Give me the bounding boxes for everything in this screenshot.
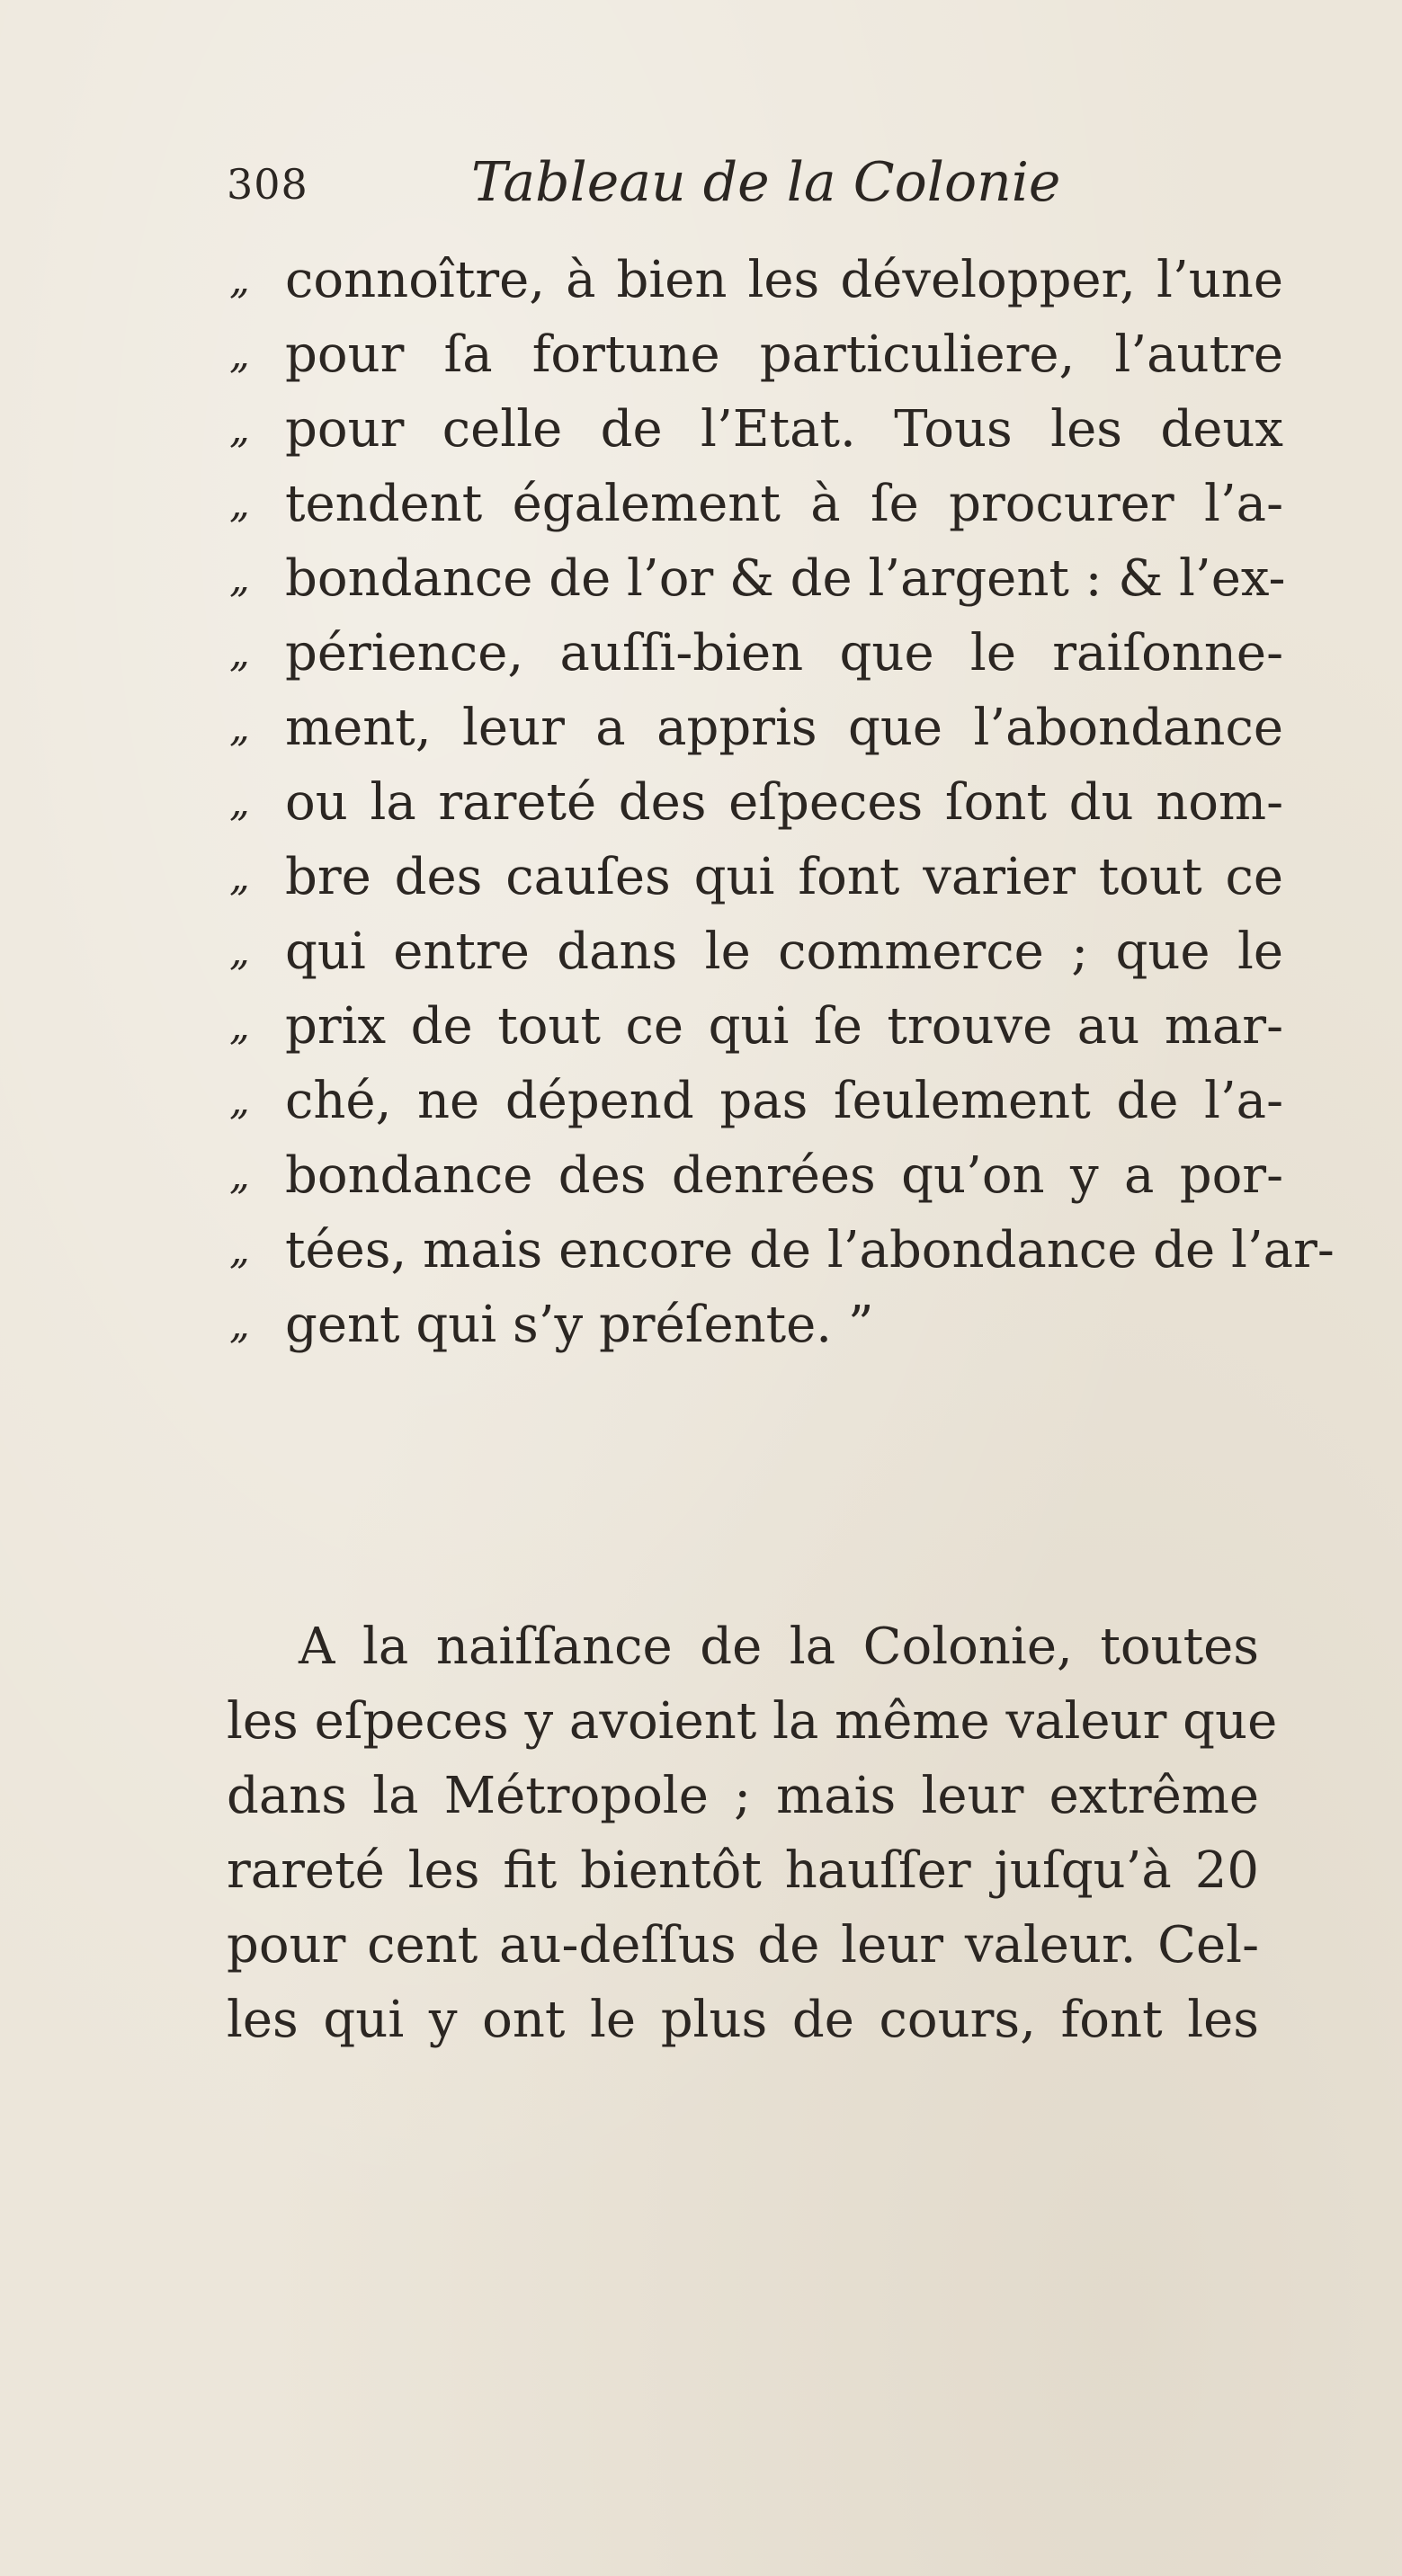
quote-line-text: ment, leur a appris que l’abondance bbox=[285, 699, 1283, 757]
quote-line-text: bondance des denrées qu’on y a por- bbox=[285, 1146, 1283, 1205]
paragraph-line: les qui y ont le plus de cours, font les bbox=[227, 1991, 1259, 2049]
paragraph-line: pour cent au-deſſus de leur valeur. Cel- bbox=[227, 1916, 1259, 1974]
quote-line-text: ché, ne dépend pas ſeulement de l’a- bbox=[285, 1072, 1283, 1130]
quote-line bbox=[229, 1064, 1290, 1138]
body-paragraph bbox=[227, 1609, 1278, 2057]
quote-line bbox=[229, 765, 1290, 840]
quote-line-text: prix de tout ce qui ſe trouve au mar- bbox=[285, 997, 1283, 1056]
quote-mark: „ bbox=[229, 556, 250, 602]
quote-line-text: pour ſa fortune particuliere, l’autre bbox=[285, 325, 1283, 384]
quoted-passage bbox=[229, 243, 1335, 1362]
quote-mark: „ bbox=[229, 1078, 250, 1124]
quote-line bbox=[229, 541, 1290, 616]
quote-mark: „ bbox=[229, 332, 250, 378]
quote-line-text: tées, mais encore de l’abondance de l’ar- bbox=[285, 1221, 1335, 1279]
quote-line bbox=[229, 989, 1290, 1064]
quote-line-text: gent qui s’y préſente. ” bbox=[285, 1296, 874, 1354]
quote-line bbox=[229, 467, 1290, 541]
running-title: Tableau de la Colonie bbox=[471, 151, 1061, 214]
quote-mark: „ bbox=[229, 780, 250, 825]
quote-line bbox=[229, 243, 1290, 317]
quote-line-text: bre des cauſes qui font varier tout ce bbox=[285, 848, 1283, 906]
quote-mark: „ bbox=[229, 630, 250, 676]
quote-line bbox=[229, 1213, 1335, 1288]
quote-line-text: bondance de l’or & de l’argent : & l’ex- bbox=[285, 549, 1286, 608]
quote-mark: „ bbox=[229, 1153, 250, 1199]
quote-line-text: ou la rareté des eſpeces ſont du nom- bbox=[285, 773, 1283, 832]
quote-line bbox=[229, 840, 1290, 914]
quote-mark: „ bbox=[229, 929, 250, 975]
paragraph-line: A la naiſſance de la Colonie, toutes bbox=[299, 1618, 1259, 1676]
quote-line bbox=[229, 691, 1290, 765]
quote-mark: „ bbox=[229, 705, 250, 751]
quote-mark: „ bbox=[229, 257, 250, 303]
page-header bbox=[227, 151, 1216, 232]
quote-line bbox=[229, 392, 1290, 467]
quote-mark: „ bbox=[229, 481, 250, 527]
quote-line bbox=[229, 1288, 1290, 1362]
quote-mark: „ bbox=[229, 1302, 250, 1348]
quote-line-text: tendent également à ſe procurer l’a- bbox=[285, 475, 1283, 533]
quote-line-text: périence, auſſi-bien que le raiſonne- bbox=[285, 624, 1283, 682]
paragraph-line: les eſpeces y avoient la même valeur que bbox=[227, 1692, 1278, 1751]
quote-mark: „ bbox=[229, 854, 250, 900]
quote-line bbox=[229, 914, 1290, 989]
quote-line-text: pour celle de l’Etat. Tous les deux bbox=[285, 400, 1283, 459]
page-number: 308 bbox=[227, 160, 308, 209]
quote-line bbox=[229, 1138, 1290, 1213]
paragraph-line: dans la Métropole ; mais leur extrême bbox=[227, 1767, 1259, 1825]
quote-mark: „ bbox=[229, 1227, 250, 1273]
quote-mark: „ bbox=[229, 406, 250, 452]
quote-line-text: connoître, à bien les développer, l’une bbox=[285, 251, 1283, 309]
quote-line-text: qui entre dans le commerce ; que le bbox=[285, 923, 1283, 981]
quote-line bbox=[229, 317, 1290, 392]
quote-mark: „ bbox=[229, 1003, 250, 1049]
paragraph-line: rareté les fit bientôt hauſſer juſqu’à 20 bbox=[227, 1841, 1259, 1900]
quote-line bbox=[229, 616, 1290, 691]
